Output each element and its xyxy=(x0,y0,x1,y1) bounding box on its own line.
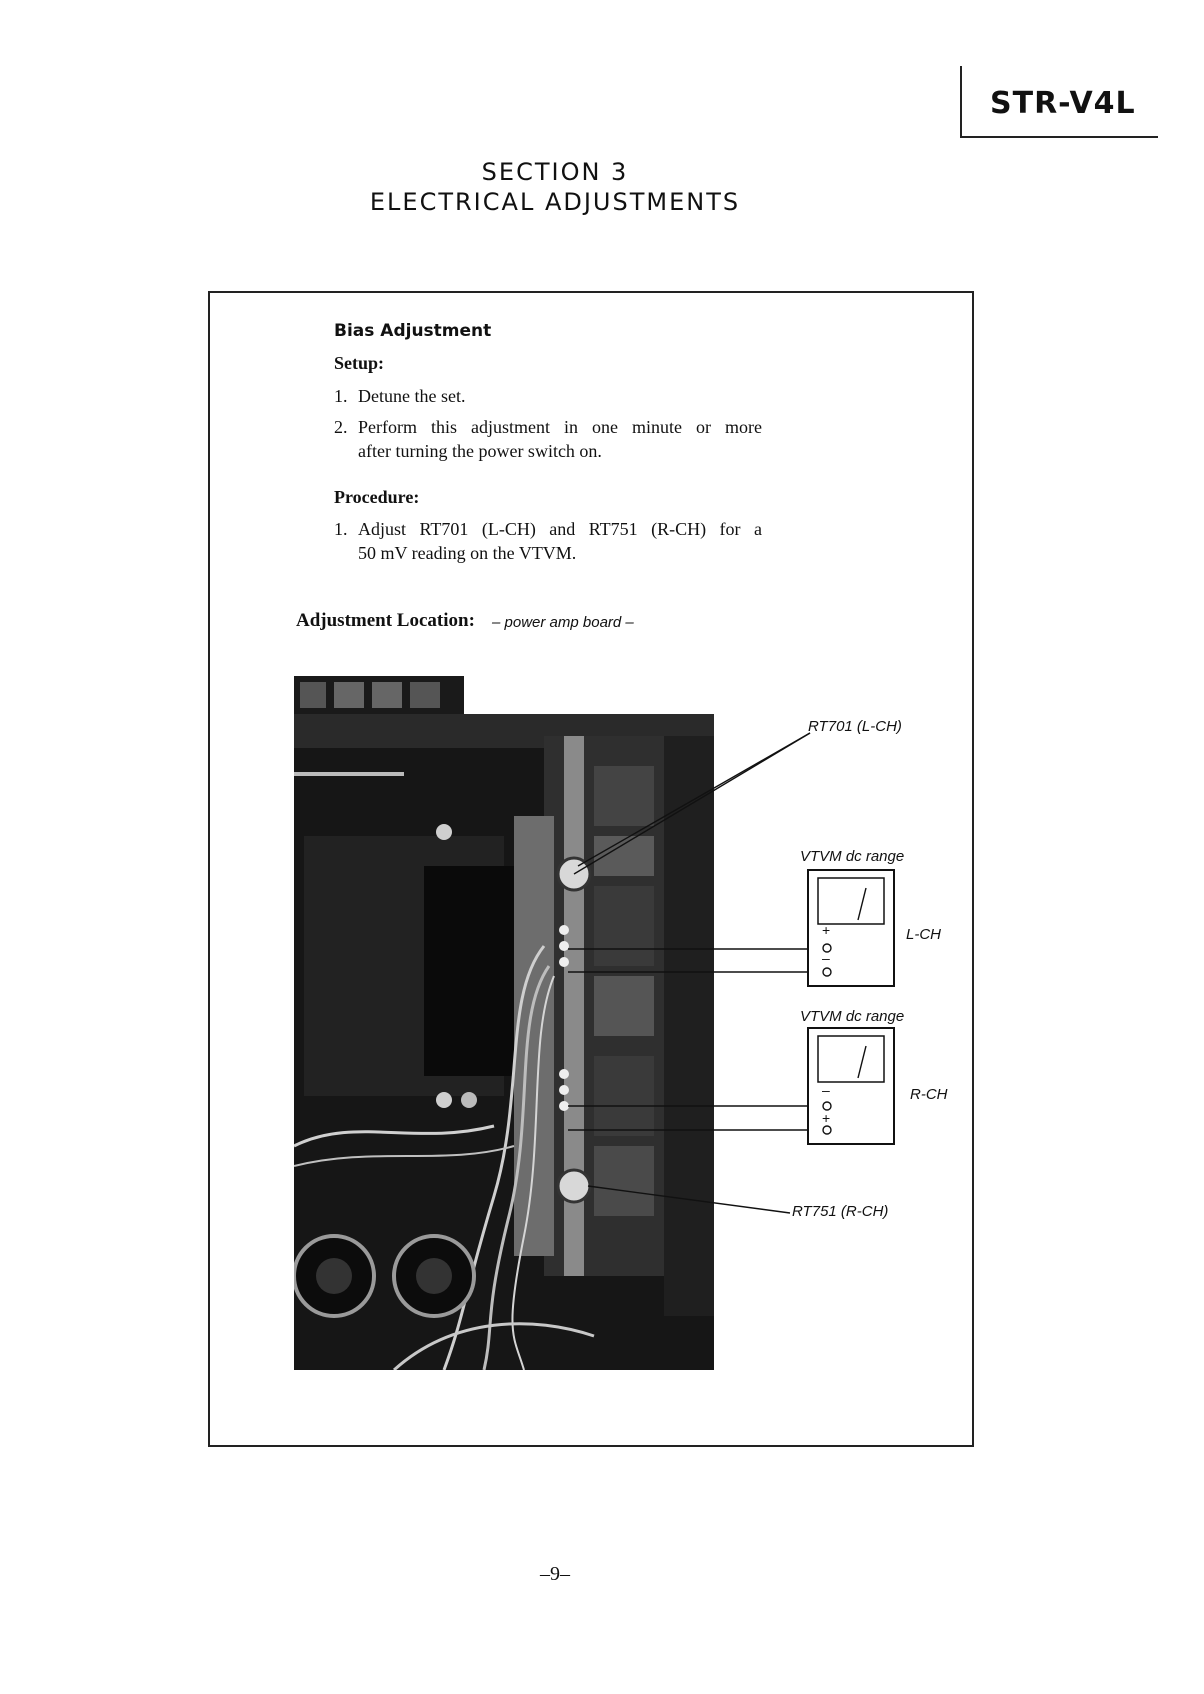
setup-item-1: Detune the set. xyxy=(358,386,466,406)
procedure-item-1-line1: Adjust RT701 (L-CH) and RT751 (R-CH) for a xyxy=(358,519,762,539)
bias-heading: Bias Adjustment xyxy=(334,321,492,341)
lch-label: L-CH xyxy=(906,926,942,943)
setup-label: Setup: xyxy=(334,353,385,373)
lch-plus-sign: + xyxy=(822,922,831,938)
setup-item-2-line1: Perform this adjustment in one minute or more xyxy=(358,417,762,437)
location-label: Adjustment Location: xyxy=(296,610,475,631)
procedure-num-1: 1. xyxy=(334,519,348,539)
setup-item-2-line2: after turning the power switch on. xyxy=(358,441,602,461)
rch-plus-sign: + xyxy=(822,1110,831,1126)
page-number: –9– xyxy=(540,1563,570,1585)
setup-num-1: 1. xyxy=(334,386,348,406)
vtvm-r-label: VTVM dc range xyxy=(800,1008,905,1025)
rch-minus-sign: – xyxy=(822,1082,830,1098)
setup-num-2: 2. xyxy=(334,417,348,437)
lch-minus-sign: – xyxy=(822,950,830,966)
procedure-item-1-line2: 50 mV reading on the VTVM. xyxy=(358,543,577,563)
rt701-label: RT701 (L-CH) xyxy=(808,718,902,735)
rch-label: R-CH xyxy=(910,1086,948,1103)
section-number: SECTION 3 xyxy=(481,158,629,186)
procedure-label: Procedure: xyxy=(334,487,420,507)
section-title: ELECTRICAL ADJUSTMENTS xyxy=(369,188,741,216)
rt751-label: RT751 (R-CH) xyxy=(792,1203,889,1220)
model-number: STR-V4L xyxy=(990,86,1136,121)
vtvm-l-label: VTVM dc range xyxy=(800,848,905,865)
location-note: – power amp board – xyxy=(492,614,634,631)
